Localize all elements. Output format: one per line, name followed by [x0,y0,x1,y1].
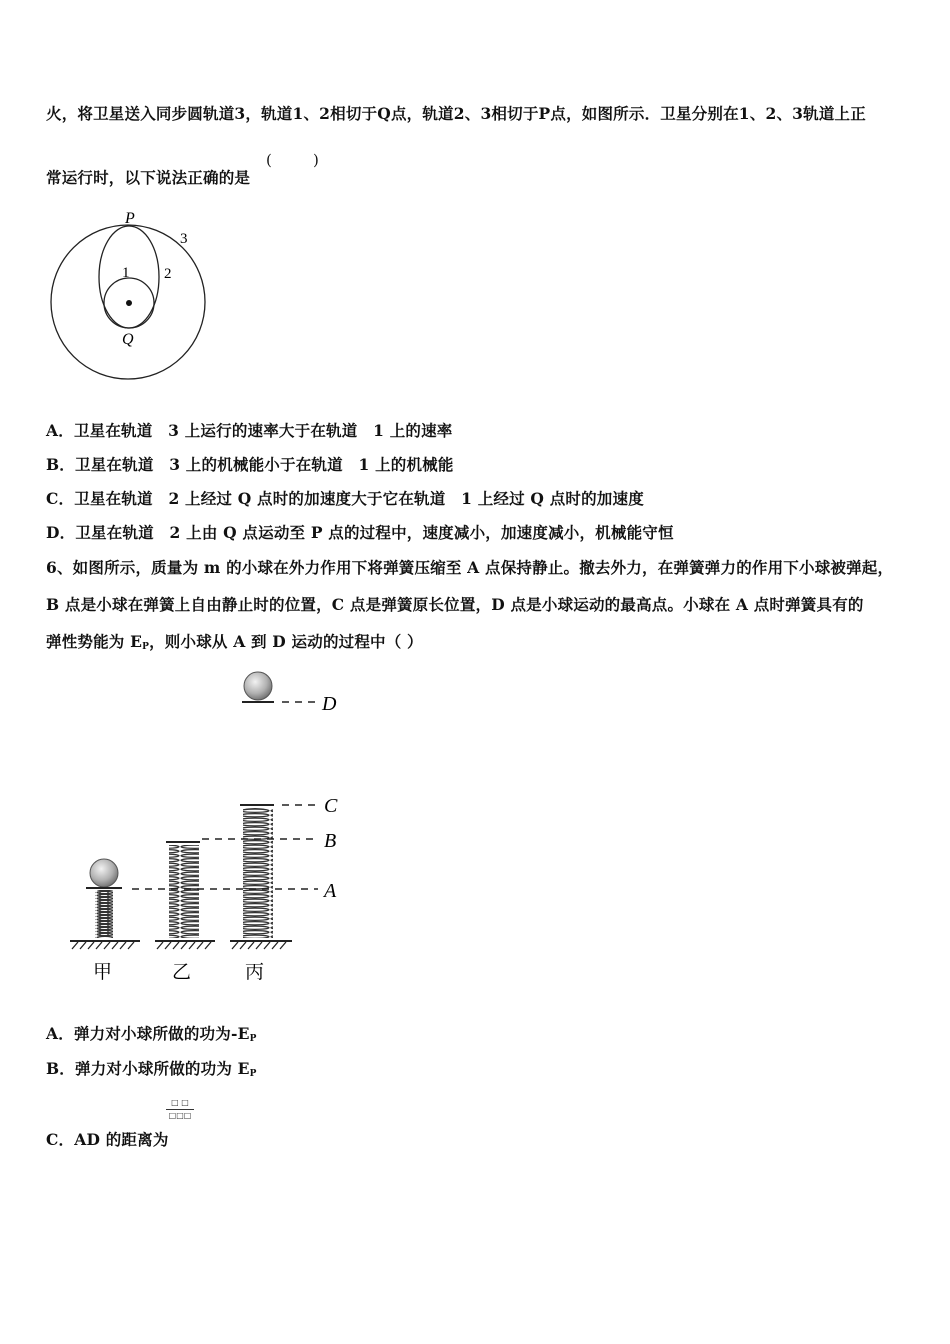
spring-figure [60,660,360,990]
fraction-numerator: □ □ [171,1098,189,1107]
earth-center-dot [126,300,132,306]
q6-text-line2: B 点是小球在弹簧上自由静止时的位置，C 点是弹簧原长位置，D 点是小球运动的最高点。小球在 A 点时弹簧具有的 [46,595,864,614]
label-orbit-3: 3 [180,231,188,247]
q5-option-c: C．卫星在轨道 2 上经过 Q 点时的加速度大于它在轨道 1 上经过 Q 点时的加速度 [46,489,644,508]
answer-paren-close: ) [313,151,319,169]
label-D: D [322,693,337,715]
label-yi: 乙 [172,962,192,983]
label-orbit-2: 2 [164,266,172,282]
q5-text-line2: 常运行时，以下说法正确的是 [46,168,251,187]
label-jia: 甲 [93,962,113,983]
q6-text-line3: 弹性势能为 $E_P$，则小球从 A 到 D 运动的过程中（ ） [46,632,423,652]
spring-bing [243,808,273,938]
orbit-figure [40,205,220,390]
spring-jia [95,890,113,938]
q6-option-a: A．弹力对小球所做的功为$-E_P$ [46,1024,257,1044]
q5-option-a: A．卫星在轨道 3 上运行的速率大于在轨道 1 上的速率 [46,421,453,440]
q6-option-c: C．AD 的距离为 [46,1130,169,1149]
label-C: C [324,795,338,817]
label-A: A [324,880,337,902]
fraction-placeholder [166,1098,194,1121]
q5-option-d: D．卫星在轨道 2 上由 Q 点运动至 P 点的过程中，速度减小，加速度减小，机械能守恒 [46,523,674,542]
spring-yi [169,845,199,938]
fraction-denominator: □□□ [168,1111,192,1120]
q5-text-line1: 火，将卫星送入同步圆轨道3，轨道1、2相切于Q点，轨道2、3相切于P点，如图所示．卫星分别在1、2、3轨道上正 [46,104,866,123]
label-orbit-1: 1 [122,265,130,281]
answer-paren-open: ( [266,151,272,169]
label-B: B [324,830,337,852]
q6-option-b: B．弹力对小球所做的功为 $E_P$ [46,1059,257,1079]
ball-jia [90,859,118,887]
ball-at-D [244,672,272,700]
label-bing: 丙 [245,962,265,983]
q5-option-b: B．卫星在轨道 3 上的机械能小于在轨道 1 上的机械能 [46,455,454,474]
label-P: P [125,210,135,227]
q6-text-line1: 6、如图所示，质量为 m 的小球在外力作用下将弹簧压缩至 A 点保持静止。撤去外力，在弹簧弹力的作用下小球被弹起， [46,558,894,577]
label-Q: Q [122,331,134,348]
